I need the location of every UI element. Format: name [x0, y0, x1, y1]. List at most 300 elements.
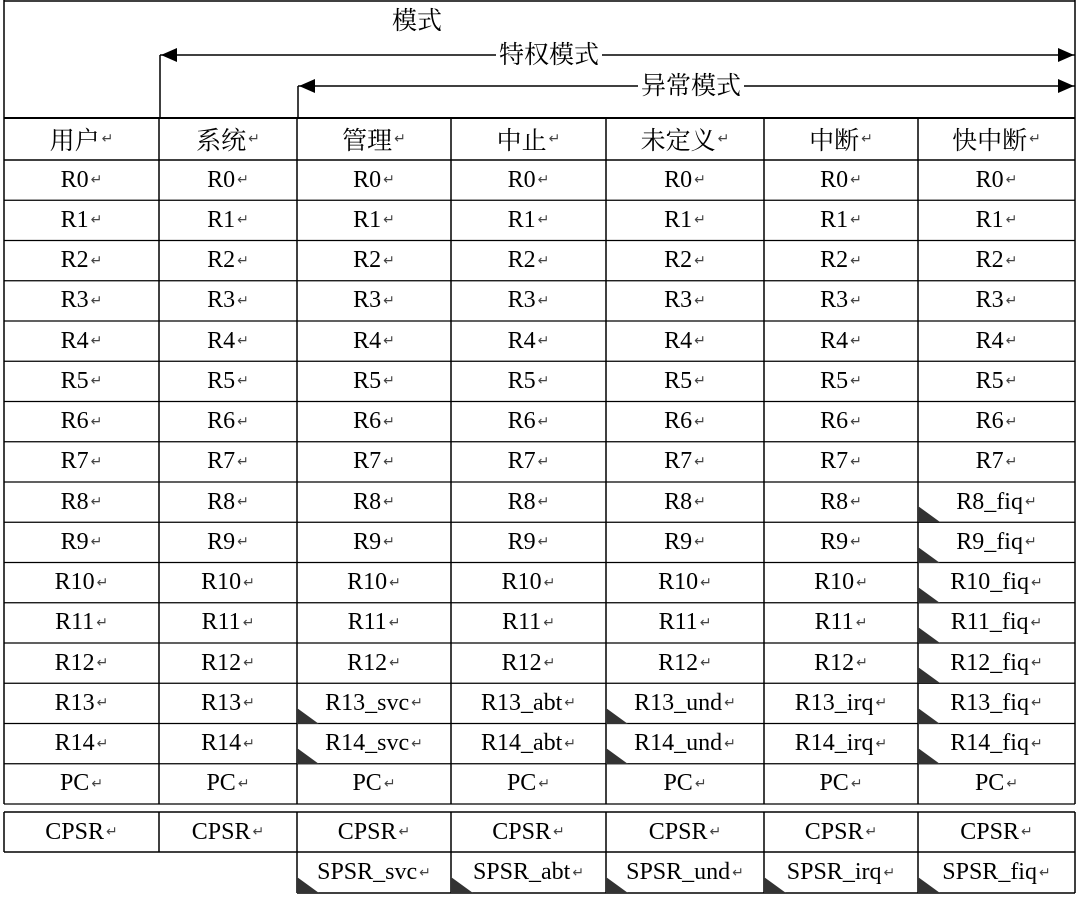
- register-cell-text: R5: [60, 367, 89, 394]
- register-cell-text: R12: [658, 649, 699, 676]
- register-cell: [918, 281, 1075, 321]
- return-mark-icon: ↵: [411, 695, 423, 712]
- register-cell: [159, 724, 297, 764]
- register-cell-text: R14: [54, 730, 95, 757]
- return-mark-icon: ↵: [1020, 824, 1033, 840]
- register-cell: [297, 522, 451, 562]
- return-mark-icon: ↵: [383, 333, 395, 350]
- return-mark-icon: ↵: [1029, 131, 1041, 147]
- return-mark-icon: ↵: [96, 614, 108, 631]
- register-cell-text: PC: [819, 770, 849, 797]
- column-header: [159, 118, 297, 160]
- column-header: [606, 118, 764, 160]
- return-mark-icon: ↵: [537, 494, 550, 511]
- register-cell-text: R14_svc: [325, 730, 410, 757]
- return-mark-icon: ↵: [90, 333, 103, 350]
- register-cell: [918, 683, 1075, 723]
- column-header-text: 用户: [49, 126, 100, 155]
- cpsr-cell: [918, 812, 1075, 852]
- register-cell: [918, 241, 1075, 281]
- register-cell-text: R14_abt: [480, 730, 563, 757]
- register-cell: [918, 321, 1075, 361]
- return-mark-icon: ↵: [537, 534, 550, 551]
- return-mark-icon: ↵: [248, 131, 260, 147]
- register-cell-text: R2: [664, 247, 693, 274]
- return-mark-icon: ↵: [1005, 252, 1018, 269]
- register-cell: [918, 764, 1075, 804]
- register-cell-text: R6: [507, 408, 536, 435]
- privileged-arrow-right-head: [1058, 48, 1074, 62]
- register-cell-text: R5: [820, 367, 849, 394]
- return-mark-icon: ↵: [564, 695, 577, 712]
- return-mark-icon: ↵: [850, 494, 862, 511]
- register-cell: [764, 603, 918, 643]
- return-mark-icon: ↵: [694, 172, 706, 189]
- register-cell-text: R10: [814, 569, 855, 596]
- cpsr-cell-text: CPSR: [191, 818, 251, 845]
- register-cell-text: R2: [60, 247, 89, 274]
- register-cell: [4, 643, 159, 683]
- register-cell-text: PC: [59, 770, 90, 797]
- register-cell: [297, 361, 451, 401]
- return-mark-icon: ↵: [865, 824, 878, 840]
- register-cell-text: R0: [207, 166, 236, 193]
- register-cell-text: R8: [353, 488, 382, 515]
- register-cell: [606, 160, 764, 200]
- spsr-cell: [297, 852, 451, 893]
- register-cell-text: R9: [207, 528, 236, 555]
- register-cell: [297, 241, 451, 281]
- column-header-text: 未定义: [640, 126, 716, 155]
- return-mark-icon: ↵: [90, 172, 103, 189]
- return-mark-icon: ↵: [243, 735, 255, 752]
- return-mark-icon: ↵: [1024, 494, 1037, 511]
- register-cell: [4, 402, 159, 442]
- return-mark-icon: ↵: [694, 453, 706, 470]
- register-cell-text: R9: [820, 528, 849, 555]
- cpsr-cell: [297, 812, 451, 852]
- register-cell-text: R14_irq: [794, 730, 874, 757]
- return-mark-icon: ↵: [694, 373, 706, 390]
- register-cell: [451, 522, 606, 562]
- register-cell: [451, 643, 606, 683]
- register-cell-text: R10: [347, 569, 388, 596]
- spsr-cell: [918, 852, 1075, 893]
- register-cell: [451, 563, 606, 603]
- register-cell-text: R9: [353, 528, 382, 555]
- return-mark-icon: ↵: [1030, 735, 1043, 752]
- register-cell-text: R6: [60, 408, 89, 435]
- register-cell-text: PC: [352, 770, 382, 797]
- banked-register-marker: [606, 708, 628, 724]
- cpsr-cell: [764, 812, 918, 852]
- register-cell: [297, 482, 451, 522]
- register-cell: [451, 321, 606, 361]
- register-cell: [159, 361, 297, 401]
- register-cell: [297, 160, 451, 200]
- register-cell-text: R12: [201, 649, 242, 676]
- column-header-text: 管理: [342, 126, 393, 155]
- return-mark-icon: ↵: [90, 534, 103, 551]
- return-mark-icon: ↵: [694, 212, 706, 229]
- banked-register-marker: [451, 877, 473, 893]
- return-mark-icon: ↵: [850, 212, 862, 229]
- spsr-cell: [606, 852, 764, 893]
- register-cell: [764, 563, 918, 603]
- return-mark-icon: ↵: [237, 333, 249, 350]
- return-mark-icon: ↵: [717, 131, 730, 147]
- register-cell: [606, 522, 764, 562]
- return-mark-icon: ↵: [243, 655, 255, 672]
- return-mark-icon: ↵: [237, 292, 249, 309]
- modes-label: 模式: [389, 6, 445, 36]
- register-cell: [159, 643, 297, 683]
- register-cell: [159, 482, 297, 522]
- register-cell: [606, 724, 764, 764]
- return-mark-icon: ↵: [252, 824, 265, 840]
- exception-arrow-right-head: [1058, 79, 1074, 93]
- return-mark-icon: ↵: [90, 292, 103, 309]
- register-cell: [764, 724, 918, 764]
- register-cell: [159, 442, 297, 482]
- register-cell: [297, 724, 451, 764]
- register-cell: [159, 603, 297, 643]
- return-mark-icon: ↵: [90, 413, 103, 430]
- register-cell: [297, 563, 451, 603]
- register-cell: [297, 683, 451, 723]
- register-cell: [451, 361, 606, 401]
- register-cell-text: R6: [975, 408, 1004, 435]
- register-cell-text: R5: [353, 367, 382, 394]
- return-mark-icon: ↵: [543, 574, 556, 591]
- return-mark-icon: ↵: [856, 655, 868, 672]
- return-mark-icon: ↵: [694, 413, 706, 430]
- return-mark-icon: ↵: [105, 824, 118, 840]
- return-mark-icon: ↵: [383, 172, 395, 189]
- register-cell-text: R2: [820, 247, 849, 274]
- return-mark-icon: ↵: [1006, 775, 1019, 792]
- register-cell: [159, 241, 297, 281]
- register-cell: [4, 522, 159, 562]
- spsr-cell-text: SPSR_svc: [317, 859, 418, 885]
- register-cell-text: R0: [507, 166, 536, 193]
- return-mark-icon: ↵: [1005, 373, 1018, 390]
- return-mark-icon: ↵: [237, 212, 249, 229]
- register-cell-text: R8: [664, 488, 693, 515]
- register-cell-text: R6: [353, 408, 382, 435]
- register-cell: [4, 603, 159, 643]
- register-cell-text: R7: [975, 448, 1004, 475]
- return-mark-icon: ↵: [694, 534, 706, 551]
- register-cell-text: R1: [60, 206, 89, 233]
- return-mark-icon: ↵: [694, 292, 706, 309]
- return-mark-icon: ↵: [537, 453, 550, 470]
- cpsr-cell-text: CPSR: [492, 818, 551, 845]
- register-cell-text: R4: [207, 327, 236, 354]
- register-cell-text: PC: [974, 770, 1005, 797]
- return-mark-icon: ↵: [96, 655, 109, 672]
- register-cell-text: R0: [664, 166, 693, 193]
- register-cell: [606, 764, 764, 804]
- cpsr-cell-text: CPSR: [804, 818, 864, 845]
- return-mark-icon: ↵: [694, 775, 707, 792]
- spsr-cell: [764, 852, 918, 893]
- register-cell-text: R7: [60, 448, 89, 475]
- register-cell: [4, 160, 159, 200]
- return-mark-icon: ↵: [1005, 212, 1018, 229]
- return-mark-icon: ↵: [700, 574, 712, 591]
- register-cell-text: R6: [207, 408, 236, 435]
- register-cell: [764, 321, 918, 361]
- return-mark-icon: ↵: [850, 172, 862, 189]
- register-cell-text: R2: [207, 247, 236, 274]
- register-cell: [297, 321, 451, 361]
- register-cell-text: R6: [664, 408, 693, 435]
- return-mark-icon: ↵: [90, 373, 103, 390]
- register-cell: [764, 361, 918, 401]
- register-cell-text: PC: [506, 770, 537, 797]
- return-mark-icon: ↵: [537, 373, 550, 390]
- register-cell: [4, 683, 159, 723]
- spsr-cell-text: SPSR_irq: [786, 859, 882, 885]
- register-cell-text: R2: [975, 247, 1004, 274]
- register-cell-text: R14_und: [634, 730, 723, 757]
- exception-arrow-left-head: [299, 79, 315, 93]
- banked-register-marker: [918, 748, 940, 764]
- return-mark-icon: ↵: [537, 413, 550, 430]
- register-cell: [764, 160, 918, 200]
- register-cell-text: R12: [54, 649, 95, 676]
- return-mark-icon: ↵: [383, 373, 395, 390]
- register-cell-text: R0: [60, 166, 89, 193]
- register-cell: [4, 241, 159, 281]
- return-mark-icon: ↵: [383, 453, 395, 470]
- register-cell-text: R3: [60, 287, 89, 314]
- return-mark-icon: ↵: [543, 614, 555, 631]
- cpsr-cell: [4, 812, 159, 852]
- exception-modes-label: 异常模式: [638, 71, 744, 101]
- column-header-text: 中止: [496, 126, 547, 155]
- return-mark-icon: ↵: [237, 373, 249, 390]
- return-mark-icon: ↵: [699, 614, 712, 631]
- return-mark-icon: ↵: [90, 453, 103, 470]
- return-mark-icon: ↵: [694, 333, 706, 350]
- register-cell: [159, 764, 297, 804]
- return-mark-icon: ↵: [724, 695, 736, 712]
- register-cell-text: R10: [658, 569, 699, 596]
- return-mark-icon: ↵: [537, 172, 550, 189]
- register-cell: [159, 563, 297, 603]
- register-cell: [764, 281, 918, 321]
- register-cell-text: R12_fiq: [950, 649, 1029, 676]
- return-mark-icon: ↵: [1030, 614, 1043, 631]
- register-cell: [606, 603, 764, 643]
- return-mark-icon: ↵: [875, 695, 888, 712]
- return-mark-icon: ↵: [724, 735, 736, 752]
- register-cell: [4, 442, 159, 482]
- register-cell-text: R7: [507, 448, 536, 475]
- register-cell-text: R4: [820, 327, 849, 354]
- return-mark-icon: ↵: [91, 775, 104, 792]
- return-mark-icon: ↵: [398, 824, 411, 840]
- register-cell-text: R7: [820, 448, 849, 475]
- register-cell-text: R9: [664, 528, 693, 555]
- register-cell-text: R2: [507, 247, 536, 274]
- return-mark-icon: ↵: [537, 252, 550, 269]
- return-mark-icon: ↵: [389, 574, 401, 591]
- return-mark-icon: ↵: [548, 131, 561, 147]
- register-cell: [4, 281, 159, 321]
- return-mark-icon: ↵: [1030, 574, 1043, 591]
- return-mark-icon: ↵: [564, 735, 577, 752]
- return-mark-icon: ↵: [243, 574, 255, 591]
- register-cell-text: PC: [206, 770, 236, 797]
- spsr-cell-text: SPSR_fiq: [942, 859, 1037, 885]
- register-cell: [159, 683, 297, 723]
- register-cell: [4, 482, 159, 522]
- register-cell: [297, 200, 451, 240]
- register-cell: [159, 402, 297, 442]
- register-cell-text: R8: [60, 488, 89, 515]
- register-cell-text: R13: [201, 689, 242, 716]
- cpsr-cell-text: CPSR: [960, 818, 1019, 845]
- register-cell: [159, 160, 297, 200]
- register-cell: [764, 643, 918, 683]
- return-mark-icon: ↵: [383, 252, 395, 269]
- banked-register-marker: [606, 877, 628, 893]
- register-cell-text: R7: [664, 448, 693, 475]
- return-mark-icon: ↵: [242, 614, 255, 631]
- return-mark-icon: ↵: [383, 212, 395, 229]
- register-cell: [451, 402, 606, 442]
- column-header: [918, 118, 1075, 160]
- return-mark-icon: ↵: [389, 655, 401, 672]
- return-mark-icon: ↵: [855, 614, 868, 631]
- return-mark-icon: ↵: [538, 775, 551, 792]
- return-mark-icon: ↵: [700, 655, 712, 672]
- banked-register-marker: [918, 587, 940, 603]
- cpsr-cell: [451, 812, 606, 852]
- register-cell: [918, 724, 1075, 764]
- register-cell: [4, 764, 159, 804]
- register-cell-text: R13: [54, 689, 95, 716]
- register-cell-text: R11: [814, 609, 854, 636]
- return-mark-icon: ↵: [383, 775, 396, 792]
- column-header: [451, 118, 606, 160]
- register-cell-text: R13_irq: [794, 689, 874, 716]
- return-mark-icon: ↵: [861, 131, 873, 147]
- register-cell: [606, 321, 764, 361]
- register-cell: [451, 603, 606, 643]
- column-header: [4, 118, 159, 160]
- cpsr-cell: [159, 812, 297, 852]
- register-cell: [606, 281, 764, 321]
- register-cell: [918, 402, 1075, 442]
- return-mark-icon: ↵: [90, 212, 103, 229]
- register-cell-text: R10: [501, 569, 542, 596]
- cpsr-cell-text: CPSR: [648, 818, 708, 845]
- spsr-cell-text: SPSR_abt: [472, 859, 571, 885]
- return-mark-icon: ↵: [419, 864, 431, 881]
- register-cell-text: R1: [353, 206, 382, 233]
- register-cell: [4, 361, 159, 401]
- return-mark-icon: ↵: [537, 212, 550, 229]
- register-cell: [764, 482, 918, 522]
- register-cell-text: R0: [820, 166, 849, 193]
- register-cell-text: R7: [353, 448, 382, 475]
- return-mark-icon: ↵: [383, 413, 395, 430]
- return-mark-icon: ↵: [237, 453, 249, 470]
- return-mark-icon: ↵: [875, 735, 888, 752]
- return-mark-icon: ↵: [96, 695, 109, 712]
- register-cell-text: R10: [201, 569, 242, 596]
- register-cell-text: R4: [353, 327, 382, 354]
- register-cell: [918, 563, 1075, 603]
- banked-register-marker: [297, 877, 319, 893]
- register-cell-text: R14_fiq: [950, 730, 1029, 757]
- register-cell: [764, 402, 918, 442]
- register-cell-text: R13_svc: [325, 689, 410, 716]
- register-cell-text: R1: [507, 206, 536, 233]
- banked-register-marker: [764, 877, 786, 893]
- register-cell: [4, 724, 159, 764]
- return-mark-icon: ↵: [850, 775, 863, 792]
- register-cell-text: R5: [975, 367, 1004, 394]
- return-mark-icon: ↵: [694, 252, 706, 269]
- register-cell: [297, 442, 451, 482]
- register-cell: [764, 683, 918, 723]
- register-cell: [451, 281, 606, 321]
- register-cell: [764, 241, 918, 281]
- banked-register-marker: [918, 506, 940, 522]
- banked-register-marker: [297, 748, 319, 764]
- register-cell: [764, 522, 918, 562]
- register-cell: [451, 683, 606, 723]
- register-cell: [764, 442, 918, 482]
- banked-register-marker: [606, 748, 628, 764]
- register-cell-text: R4: [60, 327, 89, 354]
- register-cell-text: R11: [502, 609, 542, 636]
- return-mark-icon: ↵: [1030, 655, 1043, 672]
- register-cell-text: R0: [975, 166, 1004, 193]
- register-cell-text: R1: [664, 206, 693, 233]
- register-cell-text: R14: [201, 730, 242, 757]
- return-mark-icon: ↵: [1005, 172, 1018, 189]
- register-cell: [764, 200, 918, 240]
- return-mark-icon: ↵: [709, 824, 722, 840]
- register-cell: [4, 200, 159, 240]
- spsr-cell: [451, 852, 606, 893]
- register-cell-text: R12: [501, 649, 542, 676]
- register-cell: [159, 281, 297, 321]
- register-cell: [451, 241, 606, 281]
- register-cell: [297, 402, 451, 442]
- register-cell-text: R11: [658, 609, 698, 636]
- register-cell: [918, 603, 1075, 643]
- register-cell: [918, 200, 1075, 240]
- register-cell: [451, 724, 606, 764]
- return-mark-icon: ↵: [552, 824, 565, 840]
- register-cell: [606, 361, 764, 401]
- register-cell-text: R8: [507, 488, 536, 515]
- cpsr-cell: [606, 812, 764, 852]
- column-header-text: 快中断: [952, 126, 1028, 155]
- register-cell-text: R10: [54, 569, 95, 596]
- return-mark-icon: ↵: [850, 453, 862, 470]
- banked-register-marker: [918, 708, 940, 724]
- register-cell: [606, 402, 764, 442]
- register-cell: [297, 643, 451, 683]
